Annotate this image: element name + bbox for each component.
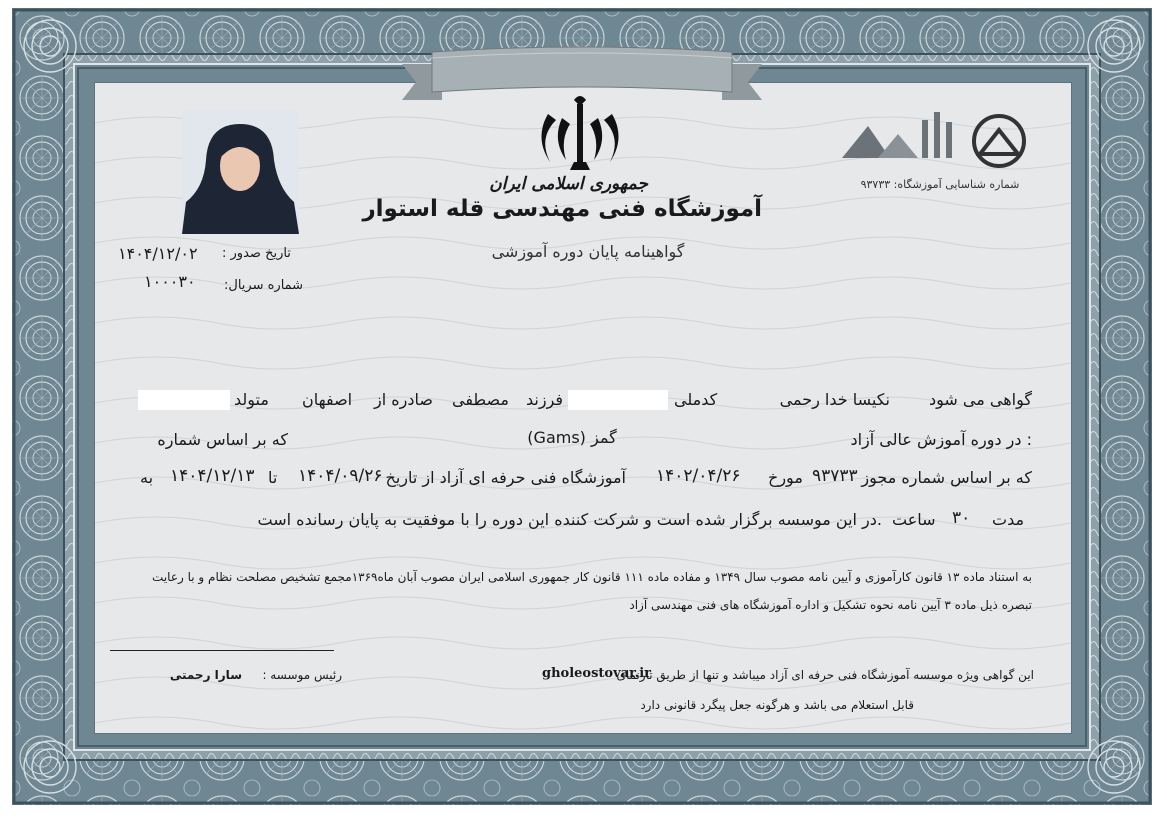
validity-line-1: این گواهی ویژه موسسه آموزشگاه فنی حرفه ای آزاد میباشد و تنها از طریق تارنمای — [616, 668, 1034, 682]
national-code-redacted — [568, 390, 668, 410]
website-link[interactable]: gholeostovar.ir — [542, 666, 652, 681]
license-date: ۱۴۰۲/۰۴/۲۶ — [656, 466, 741, 486]
certify-text: گواهی می شود — [929, 390, 1032, 409]
student-name: نکیسا خدا رحمی — [779, 390, 890, 409]
serial-value: ۱۰۰۰۳۰ — [144, 272, 196, 291]
validity-line-2: قابل استعلام می باشد و هرگونه جعل پیگرد قانونی دارد — [640, 698, 914, 712]
mountain-circle-logo-icon — [970, 112, 1028, 170]
born-label: متولد — [234, 390, 269, 409]
duration-hours: ۳۰ — [952, 508, 971, 528]
legal-line-1: به استناد ماده ۱۳ قانون کارآموزی و آیین نامه مصوب سال ۱۳۴۹ و مفاده ماده ۱۱۱ قانون کار جمهوری اسلامی ایران مصوب آبان ماه۱۳۶۹مجمع تشخیص مصلحت نظام و با رعایت — [152, 570, 1032, 584]
course-name: گمز (Gams) — [527, 428, 617, 447]
license-prefix: که بر اساس شماره مجوز — [861, 468, 1032, 487]
legal-line-2: تبصره ذیل ماده ۳ آیین نامه نحوه تشکیل و اداره آموزشگاه های فنی مهندسی آزاد — [629, 598, 1032, 612]
based-on-number: که بر اساس شماره — [157, 430, 288, 449]
ostovar-logo-icon — [838, 108, 958, 168]
birth-city: اصفهان — [302, 390, 353, 409]
course-prefix: : در دوره آموزش عالی آزاد — [850, 430, 1032, 449]
institute-from-label: آموزشگاه فنی حرفه ای آزاد از تاریخ — [385, 468, 626, 487]
director-name: سارا رحمتی — [169, 668, 242, 682]
portrait-image — [182, 110, 299, 234]
issued-from-label: صادره از — [374, 390, 433, 409]
license-number: ۹۳۷۳۳ — [812, 466, 858, 486]
completion-text: .در این موسسه برگزار شده است و شرکت کننده این دوره را با موفقیت به پایان رسانده است — [257, 510, 882, 529]
serial-label: شماره سریال: — [224, 278, 304, 293]
director-label: رئیس موسسه : — [262, 668, 342, 682]
father-name: مصطفی — [452, 390, 509, 409]
hours-label: ساعت — [892, 510, 936, 529]
start-date: ۱۴۰۴/۰۹/۲۶ — [298, 466, 383, 486]
certificate-type: گواهینامه پایان دوره آموزشی — [491, 242, 685, 261]
registration-label: شماره شناسایی آموزشگاه: ۹۳۷۳۳ — [860, 178, 1020, 191]
issue-date-value: ۱۴۰۴/۱۲/۰۲ — [118, 244, 198, 263]
duration-label: مدت — [992, 510, 1025, 529]
national-code-label: کدملی — [674, 390, 718, 409]
iran-emblem-icon — [530, 92, 630, 174]
dated-label: مورخ — [768, 468, 803, 487]
end-date: ۱۴۰۴/۱۲/۱۳ — [170, 466, 255, 486]
student-photo — [182, 110, 299, 234]
birth-date-redacted — [138, 390, 230, 410]
certificate — [12, 8, 1152, 805]
country-name: جمهوری اسلامی ایران — [489, 174, 648, 194]
issue-date-label: تاریخ صدور : — [222, 246, 291, 261]
child-of-label: فرزند — [526, 390, 564, 409]
for-label: به — [140, 468, 154, 487]
signature-line — [110, 650, 334, 651]
institute-title: آموزشگاه فنی مهندسی قله استوار — [362, 196, 762, 222]
to-label: تا — [268, 468, 278, 487]
